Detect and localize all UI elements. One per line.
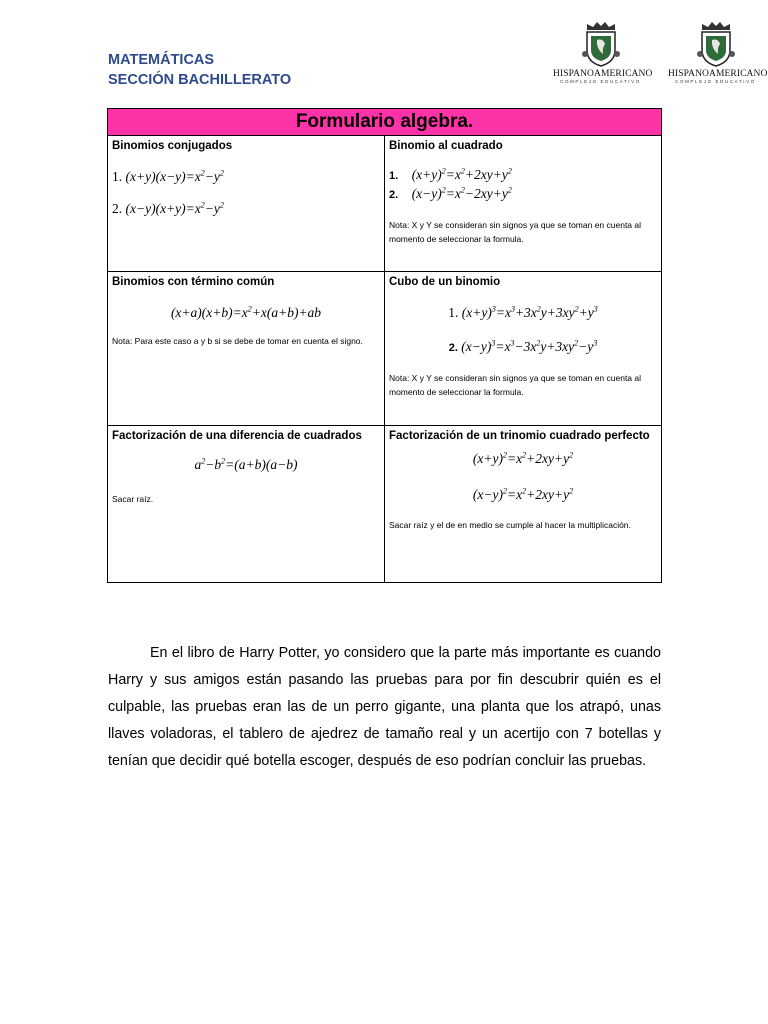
cell-trinomio-cuadrado-perfecto (385, 426, 662, 583)
school-logo-1 (553, 20, 653, 90)
formula-2: 2. $(x-y)(x+y)=x^2-y^2$ (112, 200, 224, 216)
formula-1: $a^2-b^2=(a+b)(a-b)$ (194, 456, 298, 472)
cell-diferencia-cuadrados (108, 426, 385, 583)
cell-heading: Binomios con término común (112, 276, 275, 288)
cell-termino-comun (108, 272, 385, 426)
cell-note: Nota: X y Y se consideran sin signos ya que se toman en cuenta al momento de seleccionar la formula. (389, 220, 642, 244)
school-logo-2 (668, 20, 768, 90)
logo-name: HISPANOAMERICANO (668, 69, 768, 79)
formula-1: 1. $(x+y)^2=x^2+2xy+y^2$ (389, 166, 512, 182)
document-header (108, 50, 291, 90)
cell-note: Sacar raíz. (112, 494, 154, 504)
cell-note: Sacar raíz y el de en medio se cumple al hacer la multiplicación. (389, 520, 631, 530)
cell-note: Nota: X y Y se consideran sin signos ya que se toman en cuenta al momento de seleccionar la formula. (389, 373, 642, 397)
table-title: Formulario algebra. (108, 109, 662, 136)
cell-binomios-conjugados (108, 136, 385, 272)
formula-2: 2. $(x-y)^3=x^3-3x^2y+3xy^2-y^3$ (448, 338, 598, 354)
cell-heading: Binomio al cuadrado (389, 140, 503, 152)
formula-1: 1. $(x+y)(x-y)=x^2-y^2$ (112, 168, 224, 184)
formula-2: 2. $(x-y)^2=x^2-2xy+y^2$ (389, 185, 512, 201)
cell-heading: Binomios conjugados (112, 140, 233, 152)
cell-heading: Factorización de una diferencia de cuadrados (112, 430, 362, 442)
logo-subtitle: COMPLEJO EDUCATIVO (560, 79, 641, 84)
formula-1: 1. $(x+y)^3=x^3+3x^2y+3xy^2+y^3$ (448, 304, 598, 320)
subject-title: MATEMÁTICAS (108, 52, 215, 68)
logo-subtitle: COMPLEJO EDUCATIVO (675, 79, 756, 84)
logo-name: HISPANOAMERICANO (553, 69, 653, 79)
formula-2: $(x-y)^2=x^2+2xy+y^2$ (472, 486, 574, 502)
body-paragraph: En el libro de Harry Potter, yo considero que la parte más importante es cuando Harry y sus amigos están pasando las pruebas para por fin descubrir quién es el culpable, las pruebas eran las de un perro gigante, una planta que los atrapó, unas llaves voladoras, el tablero de ajedrez de tamaño real y un acertijo con 7 botellas y tenían que decidir qué botella escoger, después de eso podrían concluir las pruebas. (108, 645, 661, 769)
cell-heading: Cubo de un binomio (389, 276, 501, 288)
crest-icon (581, 20, 621, 68)
formula-table (107, 108, 662, 583)
formula-1: $(x+y)^2=x^2+2xy+y^2$ (472, 450, 574, 466)
cell-cubo-binomio (385, 272, 662, 426)
cell-note: Nota: Para este caso a y b si se debe de tomar en cuenta el signo. (112, 336, 363, 346)
section-title: SECCIÓN BACHILLERATO (108, 72, 292, 88)
formula-1: $(x+a)(x+b)=x^2+x(a+b)+ab$ (170, 304, 322, 320)
cell-binomio-al-cuadrado (385, 136, 662, 272)
cell-heading: Factorización de un trinomio cuadrado perfecto (389, 430, 650, 442)
crest-icon (696, 20, 736, 68)
